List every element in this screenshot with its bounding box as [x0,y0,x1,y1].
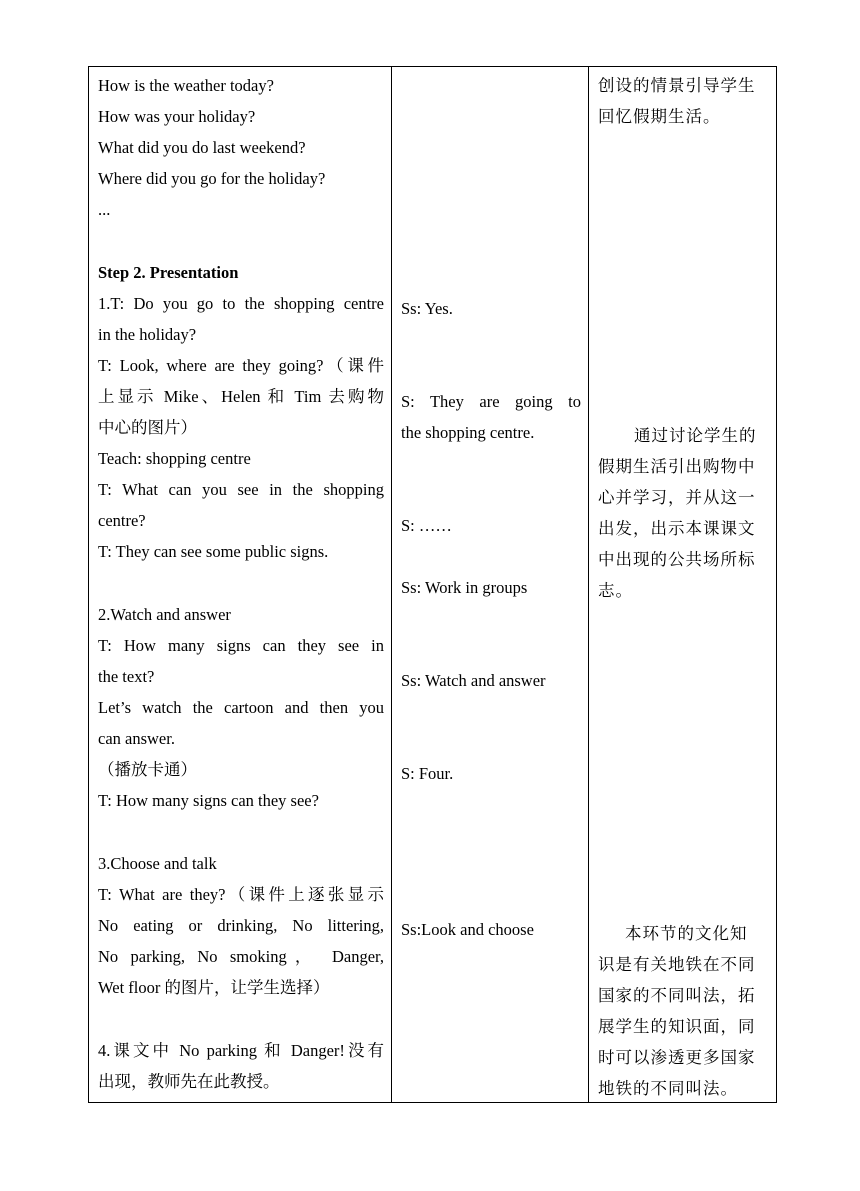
text-line: 展学生的知识面，同 [598,1017,756,1036]
text-line: can answer. [98,729,175,748]
text-line: 中出现的公共场所标 [598,550,756,569]
text-line: Let’s watch the cartoon and then you [98,698,384,717]
text-line: Ss:Look and choose [401,920,534,939]
text-line: 假期生活引出购物中 [598,457,756,476]
teacher-activity-cell [89,67,392,1103]
text-line: 创设的情景引导学生 [598,76,756,95]
text-line: T: Look, where are they going?（课件 [98,356,384,375]
text-line: 识是有关地铁在不同 [598,955,756,974]
text-line: T: What are they?（课件上逐张显示 [98,885,384,904]
text-line: What did you do last weekend? [98,138,306,157]
text-line: S: …… [401,516,452,535]
design-intent-cell [589,67,777,1103]
text-line: How is the weather today? [98,76,274,95]
text-line: 2.Watch and answer [98,605,231,624]
text-line: T: What can you see in the shopping [98,480,384,499]
text-line: S: Four. [401,764,454,783]
text-line: 通过讨论学生的 [634,426,757,445]
text-line: T: How many signs can they see? [98,791,319,810]
text-line: （播放卡通） [98,760,197,779]
text-line: 出发，出示本课课文 [598,519,756,538]
text-line: the shopping centre. [401,423,535,442]
table-row [89,67,777,1103]
text-line: S: They are going to [401,392,581,411]
student-activity-cell [392,67,589,1103]
text-line: 国家的不同叫法，拓 [598,986,756,1005]
text-line: 出现，教师先在此教授。 [98,1072,280,1091]
text-line: 志。 [598,581,633,600]
text-line: ... [98,200,111,219]
text-line: Where did you go for the holiday? [98,169,326,188]
text-line: T: How many signs can they see in [98,636,384,655]
text-line: in the holiday? [98,325,197,344]
text-line: Ss: Work in groups [401,578,528,597]
text-line: Ss: Yes. [401,299,453,318]
step-heading: Step 2. Presentation [98,263,239,282]
text-line: 地铁的不同叫法。 [598,1079,738,1098]
text-line: the text? [98,667,155,686]
text-line: centre? [98,511,146,530]
lesson-plan-table [88,66,777,1103]
text-line: 本环节的文化知 [625,924,748,943]
text-line: 3.Choose and talk [98,854,217,873]
text-line: Ss: Watch and answer [401,671,546,690]
text-line: 4.课文中 No parking 和 Danger!没有 [98,1041,384,1060]
text-line: No eating or drinking, No littering, [98,916,384,935]
text-line: T: They can see some public signs. [98,542,329,561]
text-line: 时可以渗透更多国家 [598,1048,756,1067]
text-line: Teach: shopping centre [98,449,251,468]
text-line: 上显示 Mike、Helen 和 Tim 去购物 [98,387,384,406]
text-line: No parking, No smoking， Danger, [98,947,384,966]
text-line: 心并学习，并从这一 [598,488,756,507]
text-line: 中心的图片） [98,418,197,437]
text-line: How was your holiday? [98,107,256,126]
text-line: 1.T: Do you go to the shopping centre [98,294,384,313]
text-line: Wet floor 的图片，让学生选择） [98,978,330,997]
text-line: 回忆假期生活。 [598,107,721,126]
